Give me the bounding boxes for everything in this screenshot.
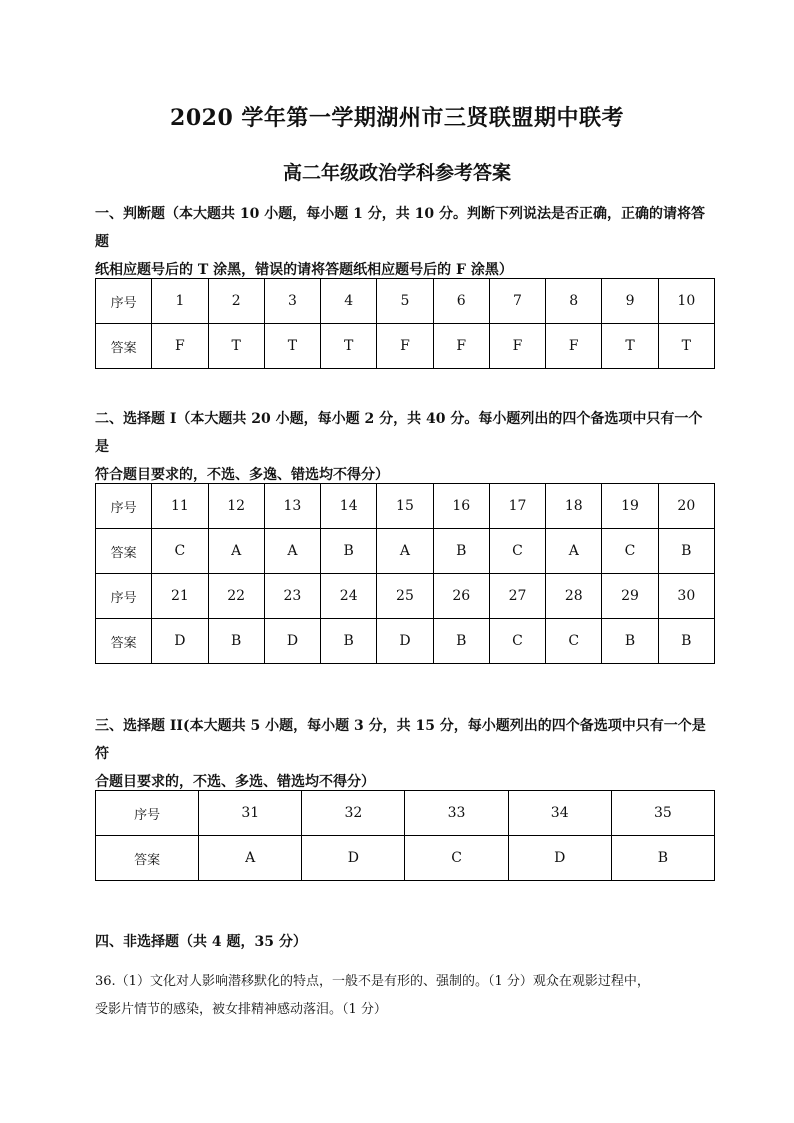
- row-label-number: 序号: [96, 574, 152, 619]
- question-number: 22: [208, 574, 264, 619]
- question-number: 20: [658, 484, 714, 529]
- question-number: 35: [611, 791, 714, 836]
- answer-cell: A: [264, 529, 320, 574]
- section2-heading-line1: 二、选择题 I（本大题共 20 小题，每小题 2 分，共 40 分。每小题列出的四个备选项中只有一个是: [95, 411, 703, 455]
- answer-cell: F: [433, 324, 489, 369]
- question-number: 24: [321, 574, 377, 619]
- answer-cell: T: [321, 324, 377, 369]
- answer-cell: D: [377, 619, 433, 664]
- answer-cell: D: [152, 619, 208, 664]
- answer-cell: B: [658, 529, 714, 574]
- answer-cell: C: [489, 529, 545, 574]
- question-number: 23: [264, 574, 320, 619]
- section1-answer-table: [95, 278, 715, 369]
- answer-cell: B: [611, 836, 714, 881]
- question-36-answer: [95, 968, 715, 1024]
- question-36-line1: 36.（1）文化对人影响潜移默化的特点，一般不是有形的、强制的。（1 分）观众在观影过程中，: [95, 974, 650, 989]
- section2-heading-line2: 符合题目要求的，不选、多逸、错选均不得分）: [95, 467, 389, 483]
- answer-cell: T: [208, 324, 264, 369]
- section3-heading-line1: 三、选择题 II(本大题共 5 小题，每小题 3 分，共 15 分，每小题列出的四个备选项中只有一个是符: [95, 718, 706, 762]
- table-row: [96, 836, 715, 881]
- question-number: 29: [602, 574, 658, 619]
- question-number: 17: [489, 484, 545, 529]
- question-number: 10: [658, 279, 714, 324]
- section3-heading: [95, 712, 715, 796]
- answer-cell: T: [264, 324, 320, 369]
- question-number: 31: [199, 791, 302, 836]
- answer-cell: F: [377, 324, 433, 369]
- answer-cell: A: [377, 529, 433, 574]
- question-number: 7: [489, 279, 545, 324]
- row-label-answer: 答案: [96, 836, 199, 881]
- question-number: 13: [264, 484, 320, 529]
- question-number: 33: [405, 791, 508, 836]
- answer-cell: C: [489, 619, 545, 664]
- question-number: 11: [152, 484, 208, 529]
- answer-cell: D: [302, 836, 405, 881]
- answer-cell: B: [321, 529, 377, 574]
- question-number: 14: [321, 484, 377, 529]
- question-number: 9: [602, 279, 658, 324]
- answer-cell: F: [489, 324, 545, 369]
- answer-cell: B: [433, 619, 489, 664]
- answer-cell: A: [199, 836, 302, 881]
- answer-cell: F: [152, 324, 208, 369]
- answer-cell: A: [546, 529, 602, 574]
- section2-heading: [95, 405, 715, 489]
- answer-cell: C: [602, 529, 658, 574]
- question-number: 2: [208, 279, 264, 324]
- question-number: 8: [546, 279, 602, 324]
- section2-answer-table: [95, 483, 715, 664]
- question-number: 15: [377, 484, 433, 529]
- table-row: [96, 529, 715, 574]
- question-number: 4: [321, 279, 377, 324]
- question-number: 6: [433, 279, 489, 324]
- answer-cell: B: [208, 619, 264, 664]
- row-label-number: 序号: [96, 279, 152, 324]
- section1-heading: [95, 200, 715, 284]
- question-number: 28: [546, 574, 602, 619]
- answer-cell: C: [546, 619, 602, 664]
- table-row: [96, 324, 715, 369]
- answer-cell: D: [264, 619, 320, 664]
- question-number: 32: [302, 791, 405, 836]
- question-number: 16: [433, 484, 489, 529]
- page-title: 2020 学年第一学期湖州市三贤联盟期中联考: [170, 105, 624, 131]
- answer-cell: D: [508, 836, 611, 881]
- row-label-answer: 答案: [96, 529, 152, 574]
- row-label-answer: 答案: [96, 324, 152, 369]
- question-number: 5: [377, 279, 433, 324]
- answer-cell: A: [208, 529, 264, 574]
- question-number: 18: [546, 484, 602, 529]
- section3-answer-table: [95, 790, 715, 881]
- question-number: 30: [658, 574, 714, 619]
- answer-cell: T: [658, 324, 714, 369]
- answer-cell: B: [433, 529, 489, 574]
- section3-heading-line2: 合题目要求的，不选、多选、错选均不得分）: [95, 774, 375, 790]
- section1-heading-line1: 一、判断题（本大题共 10 小题，每小题 1 分，共 10 分。判断下列说法是否正确，正确的请将答题: [95, 206, 705, 250]
- answer-cell: B: [602, 619, 658, 664]
- answer-cell: C: [152, 529, 208, 574]
- question-number: 27: [489, 574, 545, 619]
- question-number: 26: [433, 574, 489, 619]
- table-row: [96, 574, 715, 619]
- answer-cell: T: [602, 324, 658, 369]
- answer-cell: F: [546, 324, 602, 369]
- table-row: [96, 791, 715, 836]
- answer-cell: B: [658, 619, 714, 664]
- row-label-answer: 答案: [96, 619, 152, 664]
- table-row: [96, 619, 715, 664]
- question-number: 1: [152, 279, 208, 324]
- question-number: 25: [377, 574, 433, 619]
- answer-cell: B: [321, 619, 377, 664]
- question-number: 3: [264, 279, 320, 324]
- row-label-number: 序号: [96, 484, 152, 529]
- question-number: 12: [208, 484, 264, 529]
- table-row: [96, 484, 715, 529]
- section4-heading: 四、非选择题（共 4 题，35 分）: [95, 934, 307, 950]
- table-row: [96, 279, 715, 324]
- answer-cell: C: [405, 836, 508, 881]
- question-36-line2: 受影片情节的感染，被女排精神感动落泪。（1 分）: [95, 1002, 387, 1017]
- section1-heading-line2: 纸相应题号后的 T 涂黑，错误的请将答题纸相应题号后的 F 涂黑）: [95, 262, 513, 278]
- question-number: 34: [508, 791, 611, 836]
- page-subtitle: 高二年级政治学科参考答案: [282, 162, 511, 184]
- question-number: 19: [602, 484, 658, 529]
- row-label-number: 序号: [96, 791, 199, 836]
- question-number: 21: [152, 574, 208, 619]
